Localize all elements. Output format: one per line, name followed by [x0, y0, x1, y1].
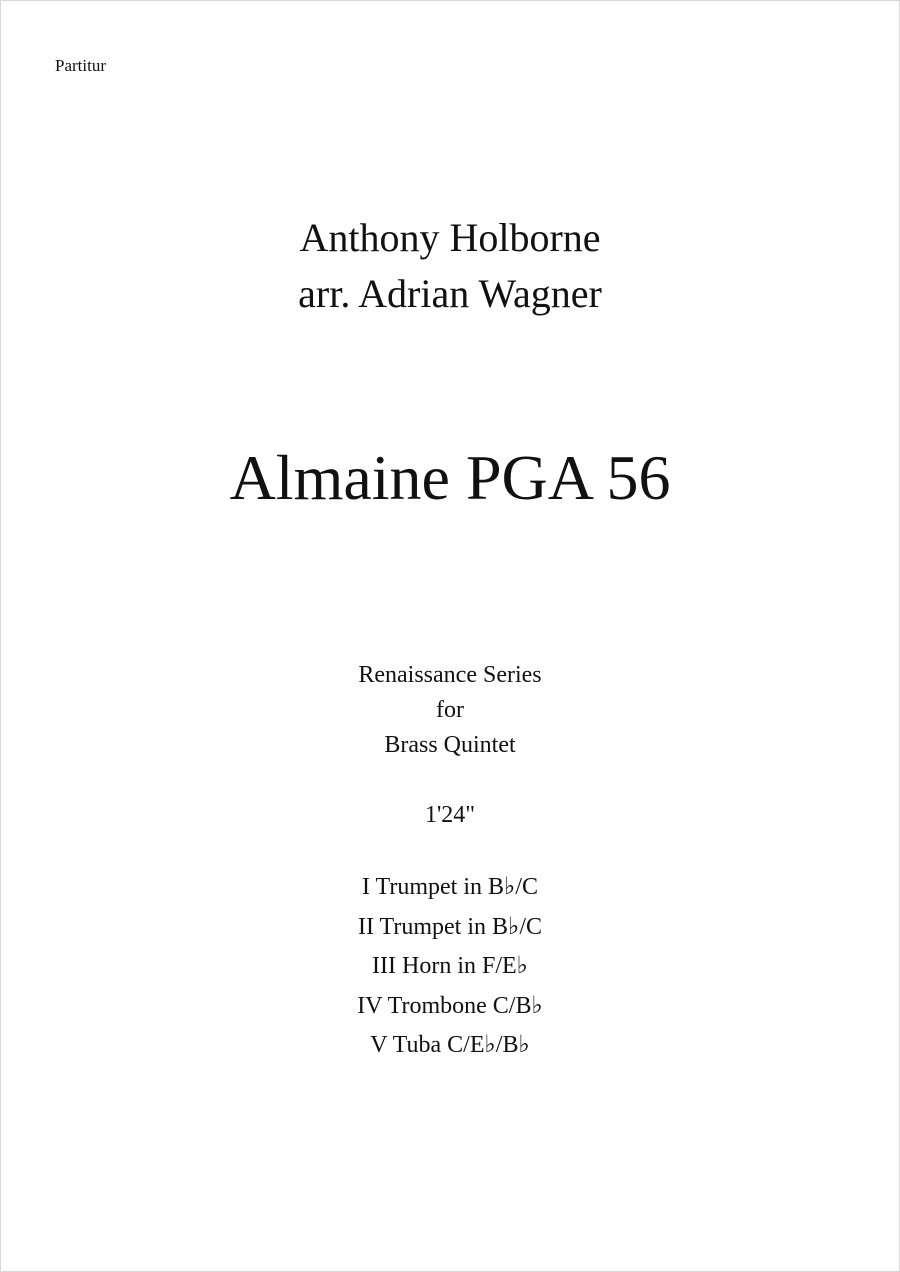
instrument-trombone: IV Trombone C/B♭ [357, 992, 543, 1019]
instrument-trumpet-2: II Trumpet in B♭/C [357, 913, 543, 940]
instrument-list [0, 868, 900, 1066]
ensemble-name: Brass Quintet [384, 732, 516, 758]
arranger-name: arr. Adrian Wagner [298, 271, 602, 316]
composer-name: Anthony Holborne [299, 215, 601, 260]
piece-title: Almaine PGA 56 [229, 442, 671, 513]
instrument-trumpet-1: I Trumpet in B♭/C [361, 874, 539, 900]
duration: 1'24" [424, 802, 476, 828]
series-info [0, 658, 900, 763]
instrument-tuba: V Tuba C/E♭/B♭ [370, 1032, 530, 1058]
score-type-label: Partitur [55, 56, 106, 75]
series-for: for [436, 697, 464, 723]
series-name: Renaissance Series [358, 662, 542, 688]
credits [0, 210, 900, 322]
instrument-horn: III Horn in F/E♭ [372, 953, 528, 979]
